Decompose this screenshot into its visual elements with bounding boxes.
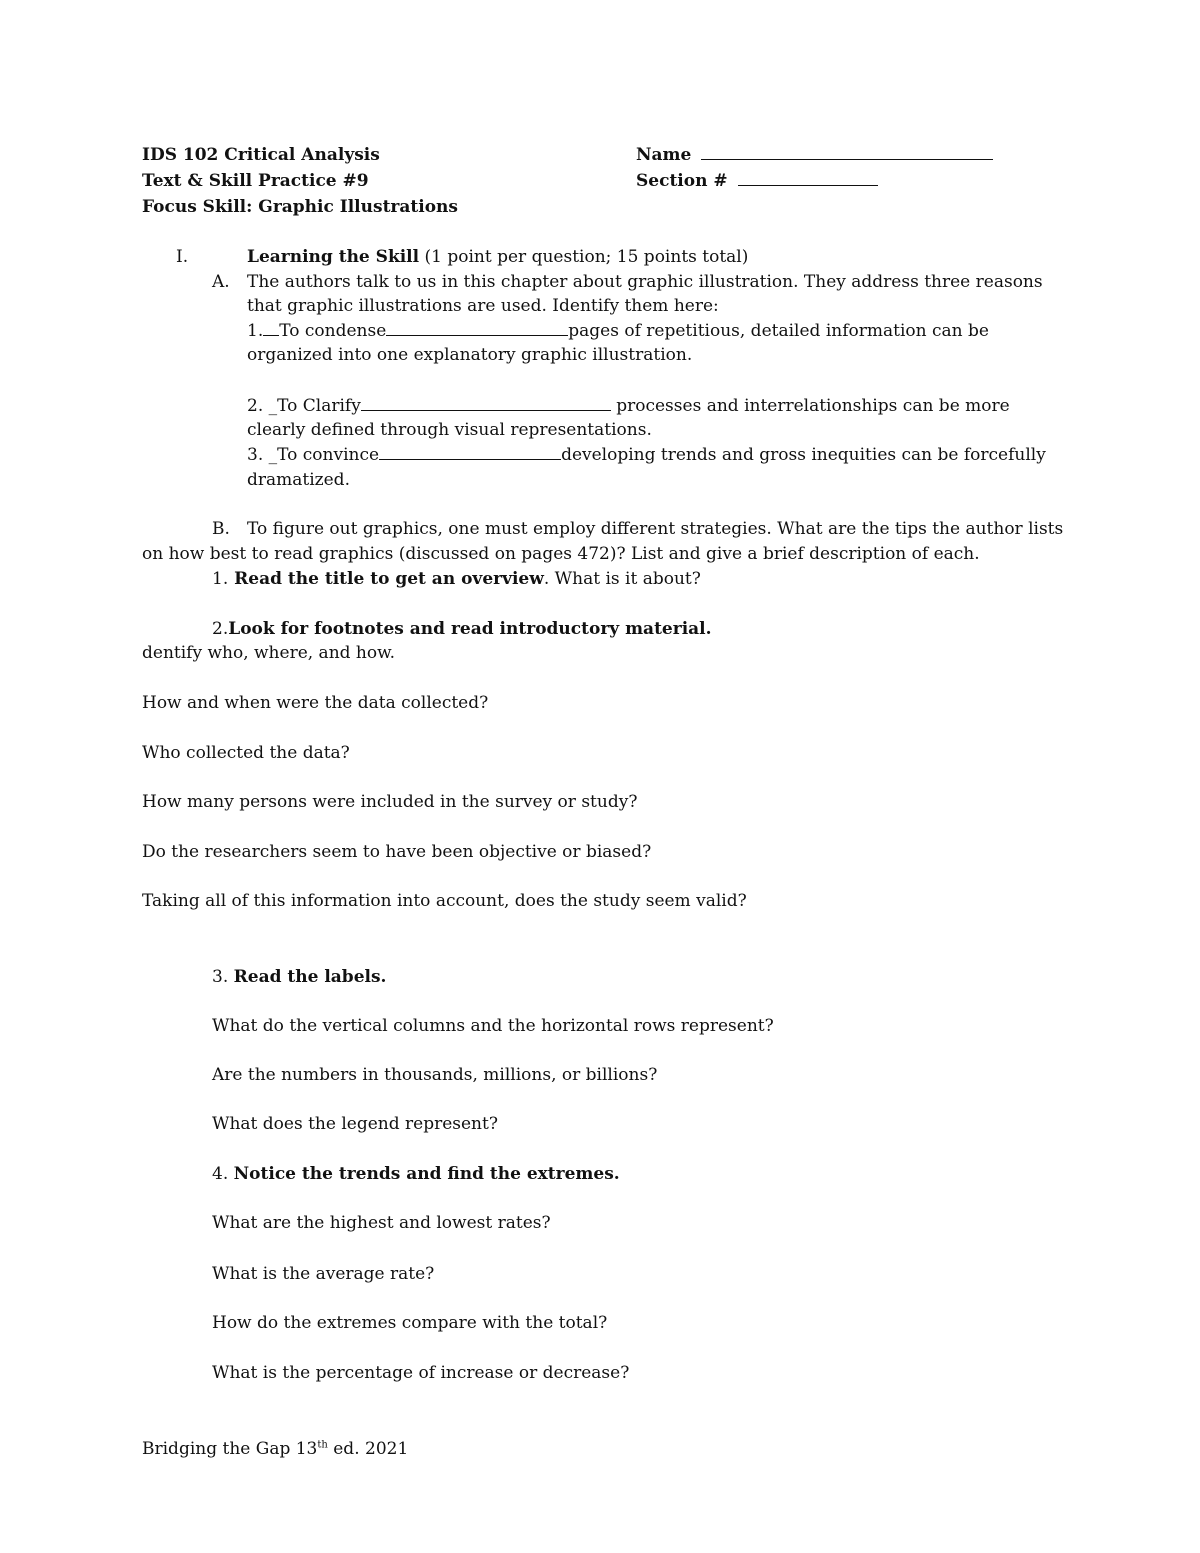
- tip-2-question: How many persons were included in the survey or study?: [142, 792, 638, 812]
- tip-1-question: . What is it about?: [543, 569, 701, 589]
- part-a-letter: A.: [212, 272, 230, 292]
- section-blank: [738, 170, 878, 186]
- reason-3-answer: To convince: [277, 445, 380, 465]
- reason-3-blank: [379, 444, 561, 460]
- part-b-letter: B.: [212, 519, 230, 539]
- footer-text: Bridging the Gap 13: [142, 1439, 318, 1459]
- tip-1-number: 1.: [212, 569, 229, 589]
- tip-2-question: Who collected the data?: [142, 743, 350, 763]
- section-heading-note: (1 point per question; 15 points total): [419, 247, 749, 267]
- part-a-line-2: that graphic illustrations are used. Identify them here:: [247, 296, 719, 316]
- reason-2-continuation: clearly defined through visual representations.: [247, 420, 652, 440]
- tip-1-title: Read the title to get an overview: [228, 569, 544, 589]
- tip-3-number: 3.: [212, 967, 234, 987]
- tip-3: [212, 966, 386, 988]
- footer-superscript: th: [317, 1439, 328, 1451]
- course-title: IDS 102 Critical Analysis: [142, 145, 380, 165]
- section-field: [636, 170, 878, 192]
- reason-1: [247, 320, 989, 342]
- tip-4: [212, 1163, 620, 1185]
- section-heading: [247, 246, 748, 268]
- reason-1-continuation: organized into one explanatory graphic illustration.: [247, 345, 693, 365]
- tip-1: [212, 568, 701, 590]
- practice-title: Text & Skill Practice #9: [142, 171, 369, 191]
- reason-2-text: processes and interrelationships can be more: [610, 396, 1010, 416]
- tip-3-question: Are the numbers in thousands, millions, or billions?: [212, 1065, 658, 1085]
- tip-4-title: Notice the trends and find the extremes.: [233, 1164, 620, 1184]
- reason-1-blank: [386, 320, 568, 336]
- tip-2-question: Taking all of this information into account, does the study seem valid?: [142, 891, 747, 911]
- reason-2-number: 2. _: [247, 396, 278, 416]
- tip-4-question: What is the percentage of increase or decrease?: [212, 1363, 630, 1383]
- reason-2-blank: [361, 395, 611, 411]
- tip-2: [212, 618, 712, 640]
- reason-3: [247, 444, 1046, 466]
- name-field: [636, 144, 993, 166]
- reason-3-text: developing trends and gross inequities can be forcefully: [561, 445, 1046, 465]
- footer-edition: ed. 2021: [327, 1439, 409, 1459]
- tip-4-question: How do the extremes compare with the total?: [212, 1313, 608, 1333]
- tip-3-title: Read the labels.: [233, 967, 387, 987]
- part-b-line-2: on how best to read graphics (discussed on pages 472)? List and give a brief description of each.: [142, 544, 980, 564]
- reason-2-answer: To Clarify: [277, 396, 361, 416]
- reason-3-continuation: dramatized.: [247, 470, 350, 490]
- section-heading-title: Learning the Skill: [247, 247, 420, 267]
- focus-skill-title: Focus Skill: Graphic Illustrations: [142, 197, 458, 217]
- tip-2-question: How and when were the data collected?: [142, 693, 489, 713]
- reason-3-number: 3. _: [247, 445, 278, 465]
- tip-2-title: Look for footnotes and read introductory material.: [228, 619, 712, 639]
- section-label: Section #: [636, 171, 728, 191]
- tip-4-number: 4.: [212, 1164, 234, 1184]
- tip-2-number: 2.: [212, 619, 229, 639]
- name-blank: [701, 144, 993, 160]
- tip-3-question: What does the legend represent?: [212, 1114, 498, 1134]
- section-numeral: I.: [176, 247, 189, 267]
- part-a-line-1: The authors talk to us in this chapter about graphic illustration. They address three reasons: [247, 272, 1043, 292]
- name-label: Name: [636, 145, 692, 165]
- reason-1-text: pages of repetitious, detailed information can be: [568, 321, 989, 341]
- part-b-line-1: To figure out graphics, one must employ different strategies. What are the tips the author lists: [247, 519, 1064, 539]
- reason-1-answer: To condense: [279, 321, 387, 341]
- footer: [142, 1438, 408, 1460]
- reason-1-lead-blank: [263, 320, 279, 336]
- tip-3-question: What do the vertical columns and the horizontal rows represent?: [212, 1016, 774, 1036]
- tip-2-question: Do the researchers seem to have been objective or biased?: [142, 842, 652, 862]
- reason-2: [247, 395, 1010, 417]
- tip-2-question: dentify who, where, and how.: [142, 643, 396, 663]
- reason-1-number: 1.: [247, 321, 264, 341]
- tip-4-question: What is the average rate?: [212, 1264, 435, 1284]
- tip-4-question: What are the highest and lowest rates?: [212, 1213, 551, 1233]
